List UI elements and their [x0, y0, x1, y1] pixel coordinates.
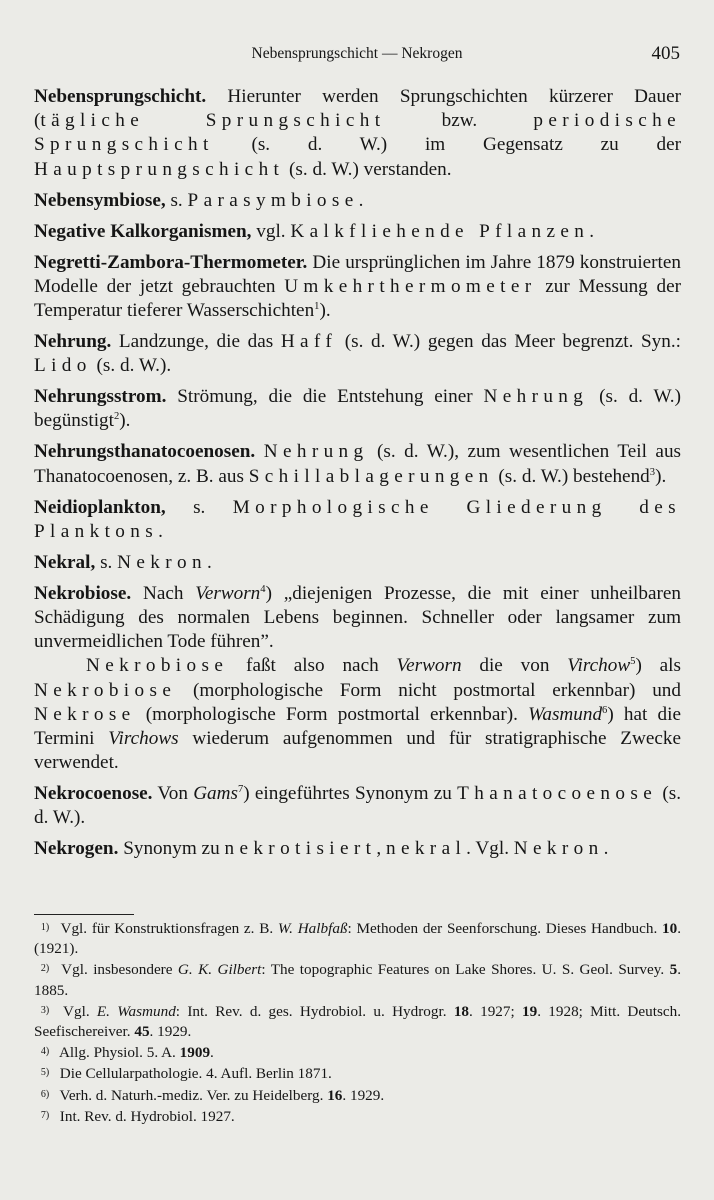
text-run: Die Cellularpathologie. 4. Aufl. Berlin 1871. — [59, 1065, 332, 1083]
author-name: G. K. Gilbert — [177, 961, 262, 979]
text-run: (s. d. W.) verstanden. — [284, 158, 452, 180]
text-run: bzw. — [385, 110, 534, 132]
footnote — [34, 1063, 681, 1084]
author-name: E. Wasmund — [96, 1002, 176, 1020]
spaced-term: Hauptsprungschicht — [34, 158, 285, 180]
dictionary-entry — [34, 189, 681, 213]
footnote-ref: 3 — [649, 466, 656, 478]
text-run: . — [158, 520, 163, 542]
spaced-term: Nekrobiose — [34, 679, 177, 701]
footnote — [34, 1001, 681, 1042]
text-run: . (1921). — [34, 920, 682, 958]
text-run: s. — [165, 496, 233, 518]
entry-lemma: Nekrogen. — [34, 838, 119, 860]
dictionary-entry — [34, 837, 681, 861]
spaced-term: Nekron — [117, 551, 207, 573]
page-number: 405 — [651, 43, 680, 64]
author-name: Verworn — [396, 655, 462, 677]
spaced-term: Nehrung — [483, 386, 589, 408]
text-run: Von — [152, 783, 194, 805]
footnote-number: 3) — [40, 1004, 50, 1016]
dictionary-entry — [34, 551, 681, 575]
text-run: vgl. — [251, 220, 291, 242]
footnote — [34, 1106, 681, 1127]
text-run: Die ursprünglichen im Jahre 1879 konstruierten Modelle der jetzt gebrauchten — [34, 251, 681, 297]
spaced-term: Nekrobiose — [86, 655, 229, 677]
text-run: (s. d. W.), zum wesentlichen Teil aus Thanatocoenosen, z. B. aus — [34, 441, 682, 487]
text-run: Hierunter werden Sprungschichten kürzerer Dauer ( — [34, 86, 681, 132]
footnote-ref: 7 — [237, 784, 244, 796]
spaced-term: nekrotisiert — [224, 838, 377, 860]
text-run: Int. Rev. d. Hydrobiol. 1927. — [59, 1107, 235, 1125]
entry-lemma: Nehrungsthanatocoenosen. — [34, 441, 256, 463]
dictionary-entry — [34, 330, 681, 378]
text-run: . 1928; Mitt. Deutsch. Seefischereiver. — [34, 1002, 681, 1041]
text-run: ). — [319, 300, 331, 322]
text-run: die von — [461, 655, 568, 677]
text-run: . — [603, 838, 609, 860]
text-run: s. — [165, 189, 188, 211]
text-run: s. — [95, 551, 118, 573]
spaced-term: Umkehrthermometer — [284, 275, 537, 297]
text-run: (morphologische Form postmortal erkennbar). — [135, 703, 529, 725]
dictionary-entry — [34, 85, 681, 182]
spaced-term: Nehrung — [263, 441, 369, 463]
spaced-term: Lido — [34, 355, 92, 377]
entry-lemma: Negative Kalkorganismen, — [34, 220, 252, 242]
entry-lemma: Nebensymbiose, — [34, 189, 166, 211]
text-run: wiederum aufgenommen und für stratigraphische Zwecke verwendet. — [34, 728, 681, 774]
spaced-term: nekral — [385, 838, 467, 860]
text-run: ) als — [635, 655, 681, 677]
text-run: . — [210, 1044, 214, 1062]
entry-list — [34, 85, 681, 868]
entry-lemma: Negretti-Zambora-Thermometer. — [34, 251, 308, 273]
text-run: (s. d. W.) bestehend — [493, 465, 650, 487]
footnote-number: 6) — [40, 1088, 50, 1100]
text-run: . 1927; — [469, 1002, 522, 1020]
text-run: Landzunge, die das — [111, 331, 281, 353]
spaced-term: Nekron — [513, 838, 604, 860]
footnote-ref: 4 — [260, 583, 266, 595]
dictionary-entry — [34, 251, 681, 324]
entry-lemma: Nekrobiose. — [34, 582, 132, 604]
text-run: , — [376, 838, 386, 860]
text-run: (s. d. W.) gegen das Meer begrenzt. Syn.: — [337, 331, 681, 353]
spaced-term: tägliche Sprungschicht — [40, 110, 386, 132]
author-name: Verworn — [195, 582, 261, 604]
volume-number: 18 — [453, 1002, 469, 1020]
text-run: Synonym zu — [118, 838, 225, 860]
text-run: . Vgl. — [466, 838, 514, 860]
volume-number: 10 — [662, 920, 678, 937]
footnote-rule — [34, 914, 134, 915]
spaced-term: Schillablagerungen — [248, 465, 494, 487]
volume-number: 5 — [669, 961, 678, 979]
text-run: : Int. Rev. d. ges. Hydrobiol. u. Hydrogr. — [175, 1002, 454, 1020]
text-run: Nach — [131, 582, 196, 604]
footnote — [34, 959, 681, 1000]
footnote-number: 5) — [40, 1067, 50, 1079]
running-title: Nebensprungschicht — Nekrogen — [251, 45, 463, 62]
entry-lemma: Nehrungsstrom. — [34, 386, 167, 408]
spaced-term: Kalkfliehende Pflanzen — [290, 220, 590, 242]
spaced-term: Morphologische Gliederung des Planktons — [34, 496, 681, 542]
footnote-ref: 1 — [314, 301, 320, 313]
entry-lemma: Nekrocoenose. — [34, 783, 153, 805]
text-run: Verh. d. Naturh.-mediz. Ver. zu Heidelberg. — [59, 1086, 328, 1104]
text-run: ). — [119, 410, 131, 432]
text-run: ) eingeführtes Synonym zu — [243, 783, 458, 805]
spaced-term: Thanatocoenose — [457, 783, 658, 805]
spaced-term: Haff — [280, 331, 338, 353]
text-run: (s. d. W.) begünstigt — [34, 386, 681, 432]
footnote — [34, 1085, 681, 1106]
text-run: zur Messung der Temperatur tieferer Wasserschichten — [34, 275, 681, 322]
dictionary-entry — [34, 220, 681, 244]
dictionary-entry — [34, 496, 681, 544]
spaced-term: periodische Sprungschicht — [34, 110, 681, 156]
author-name: Wasmund — [528, 703, 603, 725]
footnote-ref: 2 — [113, 411, 120, 423]
text-run: . — [206, 551, 212, 573]
author-name: Virchow — [567, 655, 631, 677]
text-run: : Methoden der Seenforschung. Dieses Handbuch. — [347, 920, 663, 937]
footnote — [34, 1042, 681, 1063]
text-run: ) „diejenigen Prozesse, die mit einer unheilbaren Schädigung des normalen Lebens beginnen. Schneller oder langsamer zum unvermeidlichen Tode führen”. — [34, 582, 681, 653]
text-run: ) hat die Termini — [34, 703, 681, 750]
footnote-number: 4) — [40, 1046, 50, 1058]
text-run: (s. d. W.). — [34, 783, 681, 829]
text-run: . — [589, 220, 595, 242]
text-run: (s. d. W.) im Gegensatz zu der — [213, 134, 681, 156]
text-run: Strömung, die die Entstehung einer — [166, 386, 484, 408]
text-run: faßt also nach — [228, 655, 397, 677]
dictionary-entry — [34, 440, 681, 488]
dictionary-entry — [34, 582, 681, 655]
footnote-list — [34, 918, 681, 1127]
text-run: ). — [655, 465, 667, 487]
footnote-number: 1) — [40, 922, 50, 933]
dictionary-entry — [34, 385, 681, 433]
entry-lemma: Nekral, — [34, 551, 96, 573]
text-run: : The topographic Features on Lake Shores. U. S. Geol. Survey. — [261, 961, 670, 979]
spaced-term: Parasymbiose — [187, 189, 359, 211]
page-header — [0, 41, 714, 67]
entry-lemma: Nebensprungschicht. — [34, 86, 207, 107]
text-run: (s. d. W.). — [91, 355, 172, 377]
text-run: . 1885. — [34, 961, 681, 999]
entry-lemma: Neidioplankton, — [34, 496, 166, 518]
text-run: (morphologische Form nicht postmortal erkennbar) und — [176, 679, 681, 701]
author-name: W. Halbfaß — [277, 920, 348, 937]
footnote-number: 2) — [40, 963, 50, 975]
text-run: Vgl. für Konstruktionsfragen z. B. — [60, 920, 278, 937]
text-run: Allg. Physiol. 5. A. — [58, 1044, 180, 1062]
text-run: Vgl. — [63, 1002, 97, 1020]
volume-number: 19 — [522, 1002, 538, 1020]
text-run: . 1929. — [342, 1086, 385, 1104]
text-run — [255, 441, 264, 462]
author-name: Virchows — [108, 728, 179, 750]
volume-number: 1909 — [179, 1044, 211, 1062]
volume-number: 16 — [327, 1086, 343, 1104]
footnote-ref: 5 — [630, 656, 636, 668]
text-run: Vgl. insbesondere — [61, 961, 178, 979]
footnote-number: 7) — [40, 1109, 50, 1121]
author-name: Gams — [193, 783, 238, 805]
dictionary-entry — [34, 654, 681, 775]
spaced-term: Nekrose — [34, 703, 136, 725]
text-run: . 1929. — [149, 1023, 192, 1041]
dictionary-entry — [34, 782, 681, 830]
footnote-ref: 6 — [602, 704, 608, 716]
volume-number: 45 — [134, 1023, 150, 1041]
entry-lemma: Nehrung. — [34, 331, 112, 353]
text-run: . — [358, 189, 364, 211]
footnote — [34, 918, 681, 959]
